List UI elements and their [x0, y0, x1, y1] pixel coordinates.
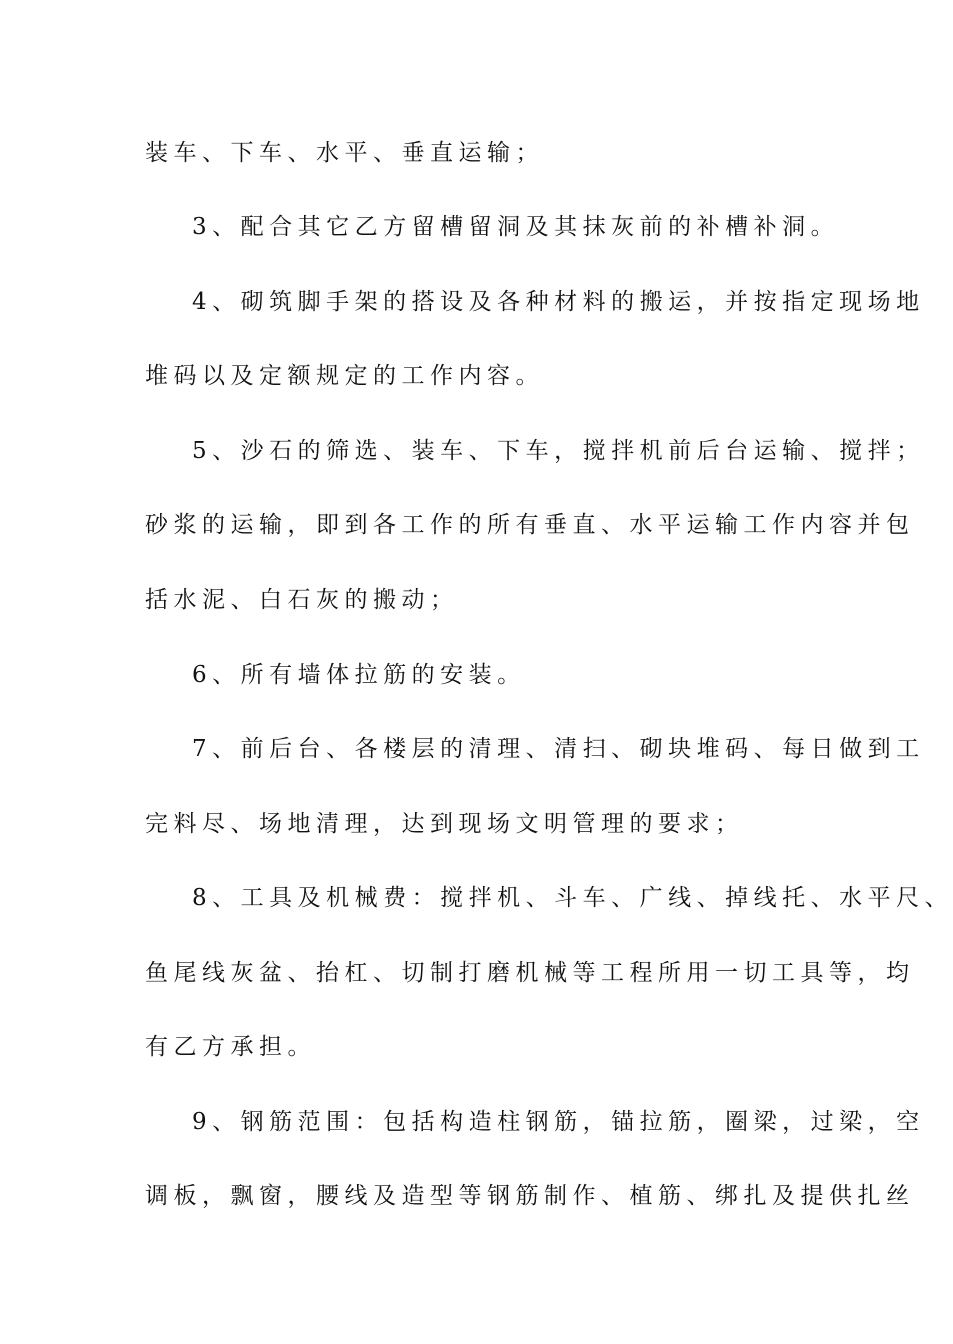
item-5-continuation-2: 括水泥、白石灰的搬动； [145, 587, 459, 613]
item-5-continuation-1: 砂浆的运输，即到各工作的所有垂直、水平运输工作内容并包 [145, 512, 915, 538]
item-4-text: 4、砌筑脚手架的搭设及各种材料的搬运，并按指定现场地 [192, 289, 925, 315]
item-9-continuation: 调板，飘窗，腰线及造型等钢筋制作、植筋、绑扎及提供扎丝 [145, 1183, 915, 1209]
item-3-text: 3、配合其它乙方留槽留洞及其抹灰前的补槽补洞。 [192, 214, 840, 240]
item-4-continuation: 堆码以及定额规定的工作内容。 [145, 363, 544, 389]
item-5-text: 5、沙石的筛选、装车、下车，搅拌机前后台运输、搅拌； [192, 438, 925, 464]
item-8-text: 8、工具及机械费：搅拌机、斗车、广线、掉线托、水平尺、 [192, 885, 953, 911]
item-9-text: 9、钢筋范围：包括构造柱钢筋，锚拉筋，圈梁，过梁，空 [192, 1109, 925, 1135]
item-7-continuation: 完料尽、场地清理，达到现场文明管理的要求； [145, 811, 744, 837]
item-6-text: 6、所有墙体拉筋的安装。 [192, 662, 526, 688]
item-8-continuation-1: 鱼尾线灰盆、抬杠、切制打磨机械等工程所用一切工具等，均 [145, 960, 915, 986]
item-7-text: 7、前后台、各楼层的清理、清扫、砌块堆码、每日做到工 [192, 736, 925, 762]
text-line-continuation: 装车、下车、水平、垂直运输； [145, 140, 544, 166]
item-8-continuation-2: 有乙方承担。 [145, 1034, 316, 1060]
